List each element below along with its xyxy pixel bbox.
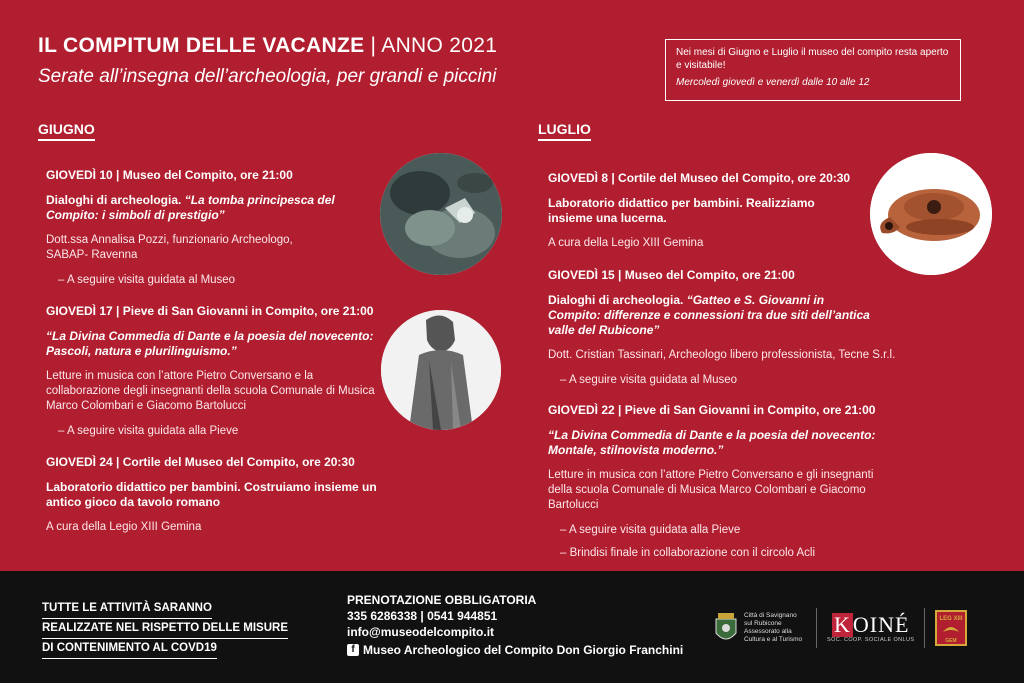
title-text: IL COMPITUM DELLE VACANZE [38,34,365,57]
event-giugno-17 [46,304,386,447]
event-quote: “La Divina Commedia di Dante e la poesia del novecento: Pascoli, natura e plurilinguismo.” [46,329,374,358]
city-logo-text: Città di Savignano sul Rubicone Assessorato alla Cultura e al Turismo [744,612,803,643]
event-luglio-22 [548,403,898,569]
event-place: | Cortile del Museo del Compito, ore 20:30 [608,171,851,185]
event-extra: – A seguire visita guidata al Museo [560,374,738,386]
legio-xiii-logo-icon [935,610,967,646]
footer [0,571,1024,683]
event-quote: “La Divina Commedia di Dante e la poesia del novecento: Montale, stilnovista moderno.” [548,428,876,457]
facebook-icon: f [347,644,359,656]
event-speaker: Dott. Cristian Tassinari, Archeologo libero professionista, Tecne S.r.l. [548,349,896,361]
booking-title: PRENOTAZIONE OBBLIGATORIA [347,593,537,607]
event-giugno-10 [46,168,376,296]
event-day: GIOVEDÌ 10 [46,168,113,182]
event-giugno-24 [46,455,386,545]
event-head [46,304,386,319]
title-year: ANNO 2021 [381,34,498,57]
event-speaker: Letture in musica con l’attore Pietro Conversano e gli insegnanti della scuola Comunale di Musica Marco Colombari e Giacomo Bartolucci [548,469,874,511]
event-place: | Museo del Compito, ore 21:00 [614,268,795,282]
covid-notice [42,599,288,659]
event-desc: Laboratorio didattico per bambini. Costruiamo insieme un antico gioco da tavolo romano [46,480,377,509]
event-desc-text: Dialoghi di archeologia. [46,193,185,207]
facebook-label: Museo Archeologico del Compito Don Giorgio Franchini [363,643,684,657]
booking-info [347,592,683,658]
event-extra: – Brindisi finale in collaborazione con il circolo Acli [560,547,816,559]
koine-sub: SOC. COOP. SOCIALE ONLUS [827,637,915,643]
event-day: GIOVEDÌ 22 [548,403,615,417]
logo-divider [924,608,925,648]
booking-phones: 335 6286338 | 0541 944851 [347,609,498,623]
event-speaker: A cura della Legio XIII Gemina [46,521,202,533]
tomb-photo [380,153,502,275]
event-day: GIOVEDÌ 17 [46,304,113,318]
notice-hours: Mercoledì giovedì e venerdì dalle 10 alle 12 [676,77,870,88]
covid-line: REALIZZATE NEL RISPETTO DELLE MISURE [42,619,288,639]
event-head [548,403,898,418]
koine-k: K [834,612,851,637]
month-giugno: GIUGNO [38,121,95,141]
event-speaker: Letture in musica con l’attore Pietro Conversano e la collaborazione degli insegnanti della scuola Comunale di Musica Marco Colombari e Giacomo Bartolucci [46,370,375,412]
koine-logo [827,613,914,643]
event-extra: – A seguire visita guidata alla Pieve [58,425,239,437]
event-speaker: Dott.ssa Annalisa Pozzi, funzionario Archeologo, SABAP- Ravenna [46,234,293,261]
city-crest-icon [714,611,738,645]
event-desc-quote: “La tomba principesca del Compito: i simboli di prestigio” [46,193,335,222]
event-luglio-8 [548,171,868,261]
opening-notice [665,39,961,101]
event-place: | Pieve di San Giovanni in Compito, ore 21:00 [112,304,374,318]
event-day: GIOVEDÌ 24 [46,455,113,469]
event-head [548,171,868,186]
event-day: GIOVEDÌ 15 [548,268,615,282]
page-subtitle: Serate all’insegna dell’archeologia, per grandi e piccini [38,66,497,87]
koine-rest: OINÉ [852,612,910,637]
event-extra: – A seguire visita guidata al Museo [58,274,236,286]
notice-text: Nei mesi di Giugno e Luglio il museo del compito resta aperto e visitabile! [676,47,949,71]
event-desc [46,193,376,223]
oil-lamp-photo [870,153,992,275]
facebook-link[interactable] [347,642,683,658]
event-day: GIOVEDÌ 8 [548,171,609,185]
event-desc [548,293,878,338]
leg-top-text: LEG XIII [939,616,963,622]
event-head [548,268,898,283]
sponsor-logos [714,605,967,651]
event-desc-text: Dialoghi di archeologia. [548,293,687,307]
booking-email[interactable]: info@museodelcompito.it [347,625,495,639]
event-desc: Laboratorio didattico per bambini. Realizziamo insieme una lucerna. [548,196,815,225]
leg-bottom-text: GEM [945,638,958,644]
title-separator: | [364,34,382,57]
event-desc-quote: “Gatteo e S. Giovanni in Compito: differenze e connessioni tra due siti dell’antica valle del Rubicone” [548,293,870,337]
event-head [46,168,376,183]
event-place: | Cortile del Museo del Compito, ore 20:30 [112,455,355,469]
event-extra: – A seguire visita guidata alla Pieve [560,524,741,536]
event-luglio-15 [548,268,898,396]
page-title [38,34,497,58]
event-place: | Pieve di San Giovanni in Compito, ore 21:00 [614,403,876,417]
covid-line: TUTTE LE ATTIVITÀ SARANNO [42,599,212,619]
dante-statue-photo [381,310,501,430]
covid-line: DI CONTENIMENTO AL COVD19 [42,639,217,659]
event-speaker: A cura della Legio XIII Gemina [548,237,704,249]
event-head [46,455,386,470]
event-place: | Museo del Compito, ore 21:00 [112,168,293,182]
month-luglio: LUGLIO [538,121,591,141]
logo-divider [816,608,817,648]
